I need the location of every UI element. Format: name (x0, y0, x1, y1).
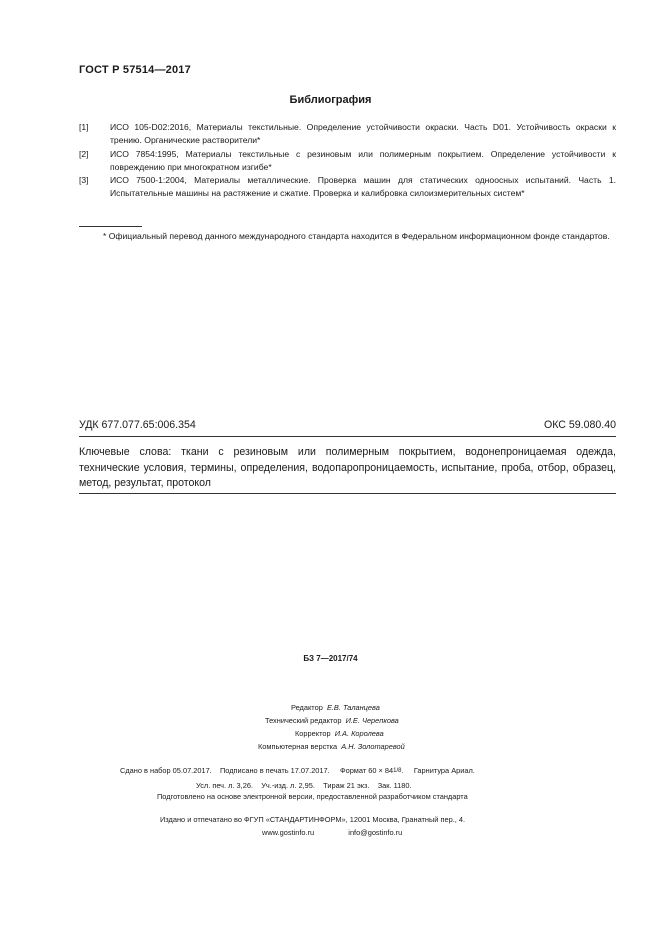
footnote-divider (79, 226, 142, 227)
bibliography-item (79, 121, 616, 147)
credit-role: Редактор (291, 703, 323, 712)
email-link[interactable]: info@gostinfo.ru (348, 828, 403, 837)
bibliography-item (79, 148, 616, 174)
sheets-line (196, 781, 412, 790)
publisher: Издано и отпечатано во ФГУП «СТАНДАРТИНФОРМ», 12001 Москва, Гранатный пер., 4. (160, 815, 466, 824)
typeface: Гарнитура Ариал. (413, 766, 475, 775)
credit-role: Компьютерная верстка (258, 742, 338, 751)
signed-to-set: Сдано в набор 05.07.2017. (120, 766, 212, 775)
credit-name: Е.В. Таланцева (326, 703, 380, 712)
signed-to-print: Подписано в печать 17.07.2017. (219, 766, 330, 775)
credit-proofreader (295, 727, 384, 741)
divider-top (79, 436, 616, 437)
bibliography-item-number: [2] (79, 149, 89, 159)
credit-tech-editor (265, 714, 399, 728)
bibliography-item-number: [3] (79, 175, 89, 185)
contacts-line (262, 828, 402, 837)
order-number: Зак. 1180. (377, 781, 412, 790)
credit-name: И.А. Королева (334, 729, 384, 738)
bibliography-item-text: ИСО 7854:1995, Материалы текстильные с резиновым или полимерным покрытием. Определение устойчивости к повреждению при многократном изгибе* (110, 149, 616, 172)
oks-code: ОКС 59.080.40 (543, 419, 616, 431)
circulation: Тираж 21 экз. (323, 781, 370, 790)
keywords: Ключевые слова: ткани с резиновым или полимерным покрытием, водонепроницаемая одежда, технические условия, термины, определения, водопаропроницаемость, испытание, проба, отбор, образец, метод, результат, протокол (79, 446, 616, 489)
credit-name: И.Е. Черепкова (345, 716, 399, 725)
credit-name: А.Н. Золотаревой (341, 742, 405, 751)
credit-layout (258, 740, 405, 754)
credit-role: Корректор (295, 729, 331, 738)
format-fraction: 1/8 (393, 768, 402, 774)
credit-role: Технический редактор (265, 716, 342, 725)
print-dates-line: Сдано в набор 05.07.2017. Подписано в печать 17.07.2017. Формат 60 × 841/8. Гарнитура Ариал. (120, 766, 475, 775)
footnote: * Официальный перевод данного международного стандарта находится в Федеральном информационном фонде стандартов. (103, 231, 610, 241)
bz-number: БЗ 7—2017/74 (303, 654, 358, 663)
standard-number: ГОСТ Р 57514—2017 (79, 64, 191, 76)
divider-bottom (79, 493, 616, 494)
bibliography-item-number: [1] (79, 122, 89, 132)
bibliography-item-text: ИСО 7500-1:2004, Материалы металлические. Проверка машин для статических одноосных испытаний. Часть 1. Испытательные машины на растяжение и сжатие. Проверка и калибровка силоизмерительных систем* (110, 175, 616, 198)
format: Формат 60 × 84 (339, 766, 394, 775)
bibliography-item (79, 174, 616, 200)
print-sheets: Усл. печ. л. 3,26. (196, 781, 253, 790)
credit-editor (291, 701, 380, 715)
publish-sheets: Уч.-изд. л. 2,95. (261, 781, 315, 790)
website-link[interactable]: www.gostinfo.ru (262, 828, 315, 837)
bibliography-item-text: ИСО 105-D02:2016, Материалы текстильные. Определение устойчивости окраски. Часть D01. Устойчивость окраски к трению. Органические растворители* (110, 122, 616, 145)
udk-code: УДК 677.077.65:006.354 (79, 419, 196, 431)
bibliography-title: Библиография (289, 94, 372, 106)
prepared-note: Подготовлено на основе электронной версии, предоставленной разработчиком стандарта (157, 792, 468, 801)
